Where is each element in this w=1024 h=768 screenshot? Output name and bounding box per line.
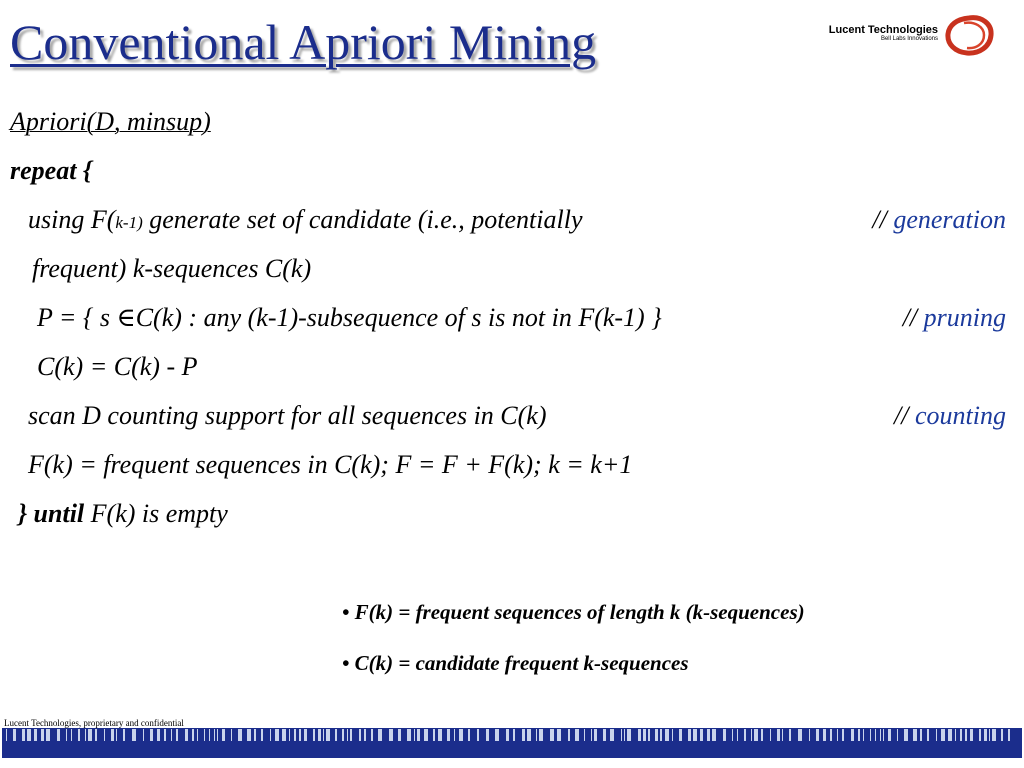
logo-name: Lucent Technologies xyxy=(828,24,938,36)
note-fk: • F(k) = frequent sequences of length k (k-sequences) xyxy=(342,600,805,624)
footer-confidential: Lucent Technologies, proprietary and confidential xyxy=(4,718,184,728)
comment-counting: // counting xyxy=(894,401,1006,430)
code-line-subtract: C(k) = C(k) - P xyxy=(37,352,198,381)
code-line-scan: scan D counting support for all sequences in C(k) xyxy=(28,401,547,430)
slide-title: Conventional Apriori Mining xyxy=(10,14,597,70)
code-line-pruning: P = { s ∈C(k) : any (k-1)-subsequence of s is not in F(k-1) } xyxy=(37,303,662,332)
code-line-until: } until F(k) is empty xyxy=(18,499,228,528)
code-line-frequent: frequent) k-sequences C(k) xyxy=(32,254,312,283)
note-ck: • C(k) = candidate frequent k-sequences xyxy=(342,651,689,675)
innovation-ring-icon xyxy=(942,14,996,56)
repeat-keyword: repeat { xyxy=(10,156,92,185)
lucent-logo xyxy=(820,14,996,56)
footer-barcode-bar xyxy=(2,728,1022,758)
comment-generation: // generation xyxy=(872,205,1006,234)
code-line-generate: using F(k-1) generate set of candidate (i.e., potentially xyxy=(28,205,583,234)
comment-pruning: // pruning xyxy=(902,303,1006,332)
function-signature: Apriori(D, minsup) xyxy=(10,107,211,136)
code-line-update: F(k) = frequent sequences in C(k); F = F + F(k); k = k+1 xyxy=(28,450,633,479)
logo-tagline: Bell Labs Innovations xyxy=(880,36,938,42)
